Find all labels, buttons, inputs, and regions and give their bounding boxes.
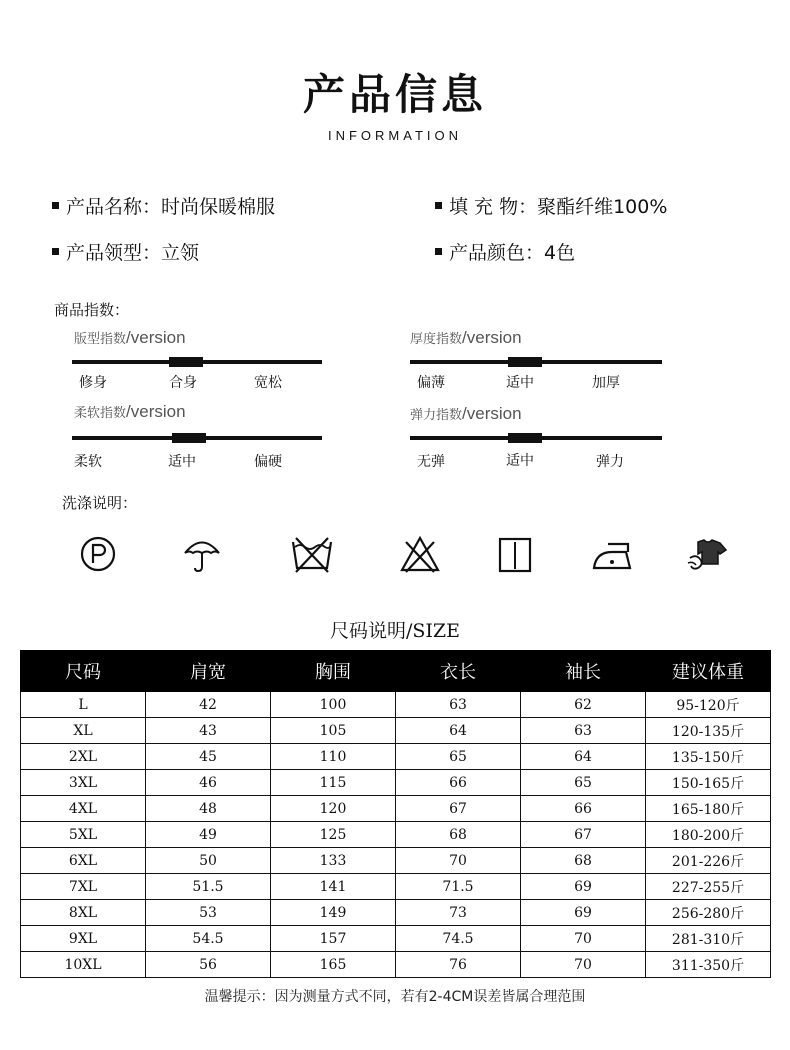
elasticity-index-title-en: /version [462, 404, 522, 423]
table-cell: 115 [271, 770, 396, 796]
thickness-index-title [410, 328, 522, 348]
table-cell: 70 [521, 952, 646, 978]
table-cell: 70 [396, 848, 521, 874]
table-cell: 66 [521, 796, 646, 822]
table-cell: 67 [521, 822, 646, 848]
table-cell: 2XL [21, 744, 146, 770]
table-cell: 54.5 [146, 926, 271, 952]
info-color-text: 产品颜色：4色 [449, 242, 576, 264]
dry-clean-p-icon [76, 532, 120, 576]
table-row [21, 848, 771, 874]
bullet-icon [435, 248, 442, 255]
table-cell: 63 [521, 718, 646, 744]
thickness-level-2: 加厚 [592, 375, 620, 391]
table-cell: 51.5 [146, 874, 271, 900]
low-iron-icon [590, 532, 634, 576]
size-col-header: 衣长 [396, 651, 521, 692]
info-product-name [52, 192, 275, 219]
table-cell: 67 [396, 796, 521, 822]
size-col-header: 建议体重 [646, 651, 771, 692]
table-cell: 74.5 [396, 926, 521, 952]
table-cell: 120 [271, 796, 396, 822]
table-cell: 5XL [21, 822, 146, 848]
thickness-index-title-en: /version [462, 328, 522, 347]
fit-index-title [74, 328, 186, 348]
size-section-title: 尺码说明/SIZE [330, 620, 460, 642]
info-collar-text: 产品领型：立领 [66, 242, 200, 264]
thickness-index-title-cn: 厚度指数 [410, 332, 463, 347]
table-cell: 125 [271, 822, 396, 848]
table-cell: 53 [146, 900, 271, 926]
table-cell: XL [21, 718, 146, 744]
table-cell: 64 [521, 744, 646, 770]
table-cell: 64 [396, 718, 521, 744]
size-table [20, 650, 771, 978]
info-collar [52, 238, 199, 265]
table-cell: 149 [271, 900, 396, 926]
fit-level-2: 宽松 [254, 375, 282, 391]
table-cell: 70 [521, 926, 646, 952]
table-row [21, 692, 771, 718]
info-filling-text: 填 充 物：聚酯纤维100% [449, 196, 668, 218]
elasticity-index-marker [508, 433, 542, 443]
fit-level-1: 合身 [169, 375, 197, 391]
hand-wash-shirt-icon [686, 532, 730, 576]
table-row [21, 952, 771, 978]
bullet-icon [52, 248, 59, 255]
table-cell: 4XL [21, 796, 146, 822]
table-row [21, 744, 771, 770]
size-col-header: 袖长 [521, 651, 646, 692]
measurement-tip: 温馨提示：因为测量方式不同，若有2-4CM误差皆属合理范围 [204, 989, 586, 1005]
thickness-level-0: 偏薄 [417, 375, 445, 391]
table-cell: 110 [271, 744, 396, 770]
table-cell: 63 [396, 692, 521, 718]
table-cell: L [21, 692, 146, 718]
table-row [21, 926, 771, 952]
do-not-wash-icon [290, 532, 334, 576]
elasticity-index-title [410, 404, 522, 424]
table-cell: 43 [146, 718, 271, 744]
elasticity-level-1: 适中 [506, 453, 534, 469]
table-cell: 42 [146, 692, 271, 718]
softness-index-title-en: /version [126, 402, 186, 421]
washing-label: 洗涤说明： [62, 494, 138, 512]
line-dry-icon [494, 532, 538, 576]
table-cell: 8XL [21, 900, 146, 926]
table-row [21, 822, 771, 848]
softness-level-0: 柔软 [74, 454, 102, 470]
table-cell: 50 [146, 848, 271, 874]
table-cell: 100 [271, 692, 396, 718]
softness-index-marker [172, 433, 206, 443]
table-cell: 133 [271, 848, 396, 874]
softness-index-title [74, 402, 186, 422]
thickness-index-marker [508, 357, 542, 367]
softness-index-title-cn: 柔软指数 [74, 406, 127, 421]
table-cell: 180-200斤 [646, 822, 771, 848]
table-cell: 45 [146, 744, 271, 770]
table-cell: 69 [521, 874, 646, 900]
softness-level-1: 适中 [168, 454, 196, 470]
table-cell: 165 [271, 952, 396, 978]
fit-level-0: 修身 [79, 375, 107, 391]
table-row [21, 874, 771, 900]
table-cell: 281-310斤 [646, 926, 771, 952]
table-cell: 56 [146, 952, 271, 978]
table-row [21, 770, 771, 796]
table-cell: 256-280斤 [646, 900, 771, 926]
table-cell: 62 [521, 692, 646, 718]
table-cell: 141 [271, 874, 396, 900]
table-cell: 68 [521, 848, 646, 874]
size-col-header: 肩宽 [146, 651, 271, 692]
table-cell: 227-255斤 [646, 874, 771, 900]
elasticity-level-2: 弹力 [596, 454, 624, 470]
table-row [21, 900, 771, 926]
table-cell: 65 [521, 770, 646, 796]
page-title: 产品信息 [302, 70, 487, 119]
table-cell: 150-165斤 [646, 770, 771, 796]
elasticity-level-0: 无弹 [417, 454, 445, 470]
table-cell: 71.5 [396, 874, 521, 900]
table-cell: 69 [521, 900, 646, 926]
do-not-bleach-icon [398, 532, 442, 576]
table-cell: 48 [146, 796, 271, 822]
info-filling [435, 192, 667, 219]
page-subtitle: INFORMATION [327, 128, 463, 143]
table-cell: 10XL [21, 952, 146, 978]
size-table-body [21, 692, 771, 978]
size-table-header-row [21, 651, 771, 692]
table-cell: 68 [396, 822, 521, 848]
table-cell: 46 [146, 770, 271, 796]
info-product-name-text: 产品名称：时尚保暖棉服 [66, 196, 276, 218]
size-col-header: 胸围 [271, 651, 396, 692]
table-cell: 65 [396, 744, 521, 770]
table-cell: 135-150斤 [646, 744, 771, 770]
thickness-level-1: 适中 [506, 375, 534, 391]
table-cell: 3XL [21, 770, 146, 796]
table-cell: 157 [271, 926, 396, 952]
bullet-icon [52, 202, 59, 209]
softness-level-2: 偏硬 [254, 454, 282, 470]
table-cell: 76 [396, 952, 521, 978]
table-cell: 7XL [21, 874, 146, 900]
size-col-header: 尺码 [21, 651, 146, 692]
table-cell: 49 [146, 822, 271, 848]
table-cell: 6XL [21, 848, 146, 874]
fit-index-title-cn: 版型指数 [74, 332, 127, 347]
table-cell: 201-226斤 [646, 848, 771, 874]
fit-index-title-en: /version [126, 328, 186, 347]
no-rain-umbrella-icon [180, 532, 224, 576]
table-cell: 105 [271, 718, 396, 744]
elasticity-index-title-cn: 弹力指数 [410, 408, 463, 423]
bullet-icon [435, 202, 442, 209]
indices-label: 商品指数： [54, 301, 130, 319]
table-cell: 311-350斤 [646, 952, 771, 978]
table-cell: 95-120斤 [646, 692, 771, 718]
fit-index-marker [169, 357, 203, 367]
table-row [21, 718, 771, 744]
table-cell: 9XL [21, 926, 146, 952]
table-cell: 66 [396, 770, 521, 796]
info-color [435, 238, 575, 265]
table-cell: 120-135斤 [646, 718, 771, 744]
table-cell: 73 [396, 900, 521, 926]
table-row [21, 796, 771, 822]
table-cell: 165-180斤 [646, 796, 771, 822]
